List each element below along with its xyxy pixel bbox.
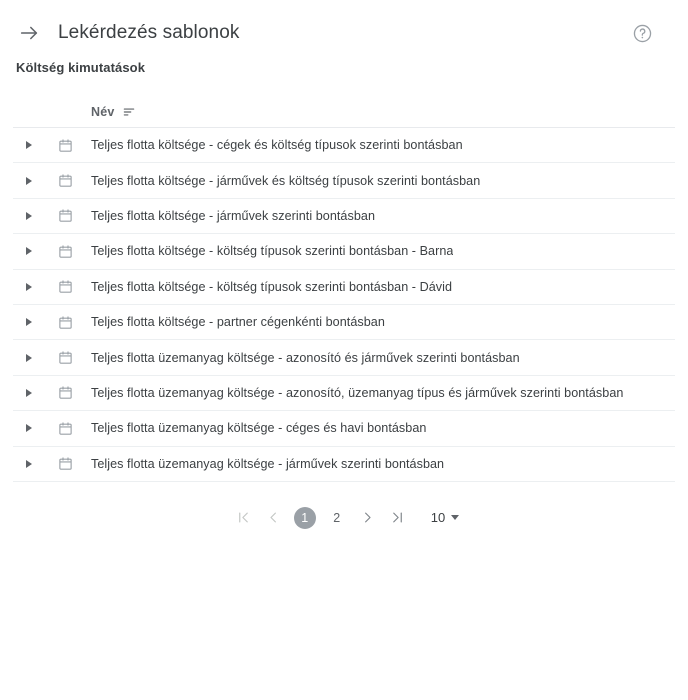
calendar-icon xyxy=(45,244,91,259)
calendar-icon xyxy=(45,138,91,153)
column-header-name-label: Név xyxy=(91,105,115,119)
table-row[interactable] xyxy=(13,376,675,411)
page-button-1[interactable]: 1 xyxy=(294,507,316,529)
sort-icon[interactable] xyxy=(122,105,136,119)
triangle-right-icon[interactable] xyxy=(13,460,45,468)
triangle-right-icon[interactable] xyxy=(13,424,45,432)
first-page-icon[interactable] xyxy=(229,503,259,533)
triangle-right-icon[interactable] xyxy=(13,318,45,326)
chevron-down-icon xyxy=(451,515,459,520)
table-row-name: Teljes flotta költsége - partner cégenkénti bontásban xyxy=(91,315,385,330)
table-row-name: Teljes flotta költsége - költség típusok szerinti bontásban - Barna xyxy=(91,244,454,259)
table-header-row xyxy=(13,97,675,128)
calendar-icon xyxy=(45,421,91,436)
triangle-right-icon[interactable] xyxy=(13,354,45,362)
arrow-right-icon[interactable] xyxy=(16,20,42,46)
table-row[interactable] xyxy=(13,305,675,340)
calendar-icon xyxy=(45,456,91,471)
templates-table xyxy=(13,97,675,482)
triangle-right-icon[interactable] xyxy=(13,283,45,291)
table-row[interactable] xyxy=(13,340,675,375)
page-size-value: 10 xyxy=(430,510,446,526)
table-row-name: Teljes flotta költsége - járművek és költség típusok szerinti bontásban xyxy=(91,173,481,188)
page-title: Lekérdezés sablonok xyxy=(58,22,240,43)
calendar-icon xyxy=(45,173,91,188)
calendar-icon xyxy=(45,385,91,400)
calendar-icon xyxy=(45,279,91,294)
chevron-right-icon[interactable] xyxy=(353,503,383,533)
help-circle-icon[interactable] xyxy=(630,21,654,45)
triangle-right-icon[interactable] xyxy=(13,141,45,149)
table-row[interactable] xyxy=(13,411,675,446)
last-page-icon[interactable] xyxy=(383,503,413,533)
table-row-name: Teljes flotta üzemanyag költsége - azonosító, üzemanyag típus és járművek szerinti bontásban xyxy=(91,385,624,400)
table-row-name: Teljes flotta költsége - költség típusok szerinti bontásban - Dávid xyxy=(91,279,453,294)
calendar-icon xyxy=(45,208,91,223)
table-row[interactable] xyxy=(13,163,675,198)
table-row-name: Teljes flotta üzemanyag költsége - azonosító és járművek szerinti bontásban xyxy=(91,350,520,365)
table-row-name: Teljes flotta üzemanyag költsége - céges és havi bontásban xyxy=(91,421,427,436)
table-row-name: Teljes flotta költsége - cégek és költség típusok szerinti bontásban xyxy=(91,138,463,153)
calendar-icon xyxy=(45,350,91,365)
page-size-select[interactable] xyxy=(431,510,459,525)
table-row[interactable] xyxy=(13,234,675,269)
triangle-right-icon[interactable] xyxy=(13,247,45,255)
triangle-right-icon[interactable] xyxy=(13,177,45,185)
triangle-right-icon[interactable] xyxy=(13,212,45,220)
table-row[interactable] xyxy=(13,128,675,163)
table-row[interactable] xyxy=(13,199,675,234)
table-row[interactable] xyxy=(13,270,675,305)
section-title: Költség kimutatások xyxy=(16,60,146,75)
column-header-name[interactable] xyxy=(91,105,136,119)
page-button-2[interactable]: 2 xyxy=(333,510,341,525)
triangle-right-icon[interactable] xyxy=(13,389,45,397)
table-row-name: Teljes flotta költsége - járművek szerinti bontásban xyxy=(91,208,375,223)
page-header xyxy=(0,0,688,42)
paginator xyxy=(0,503,688,533)
table-row[interactable] xyxy=(13,447,675,482)
calendar-icon xyxy=(45,315,91,330)
table-row-name: Teljes flotta üzemanyag költsége - járművek szerinti bontásban xyxy=(91,456,445,471)
chevron-left-icon[interactable] xyxy=(259,503,289,533)
